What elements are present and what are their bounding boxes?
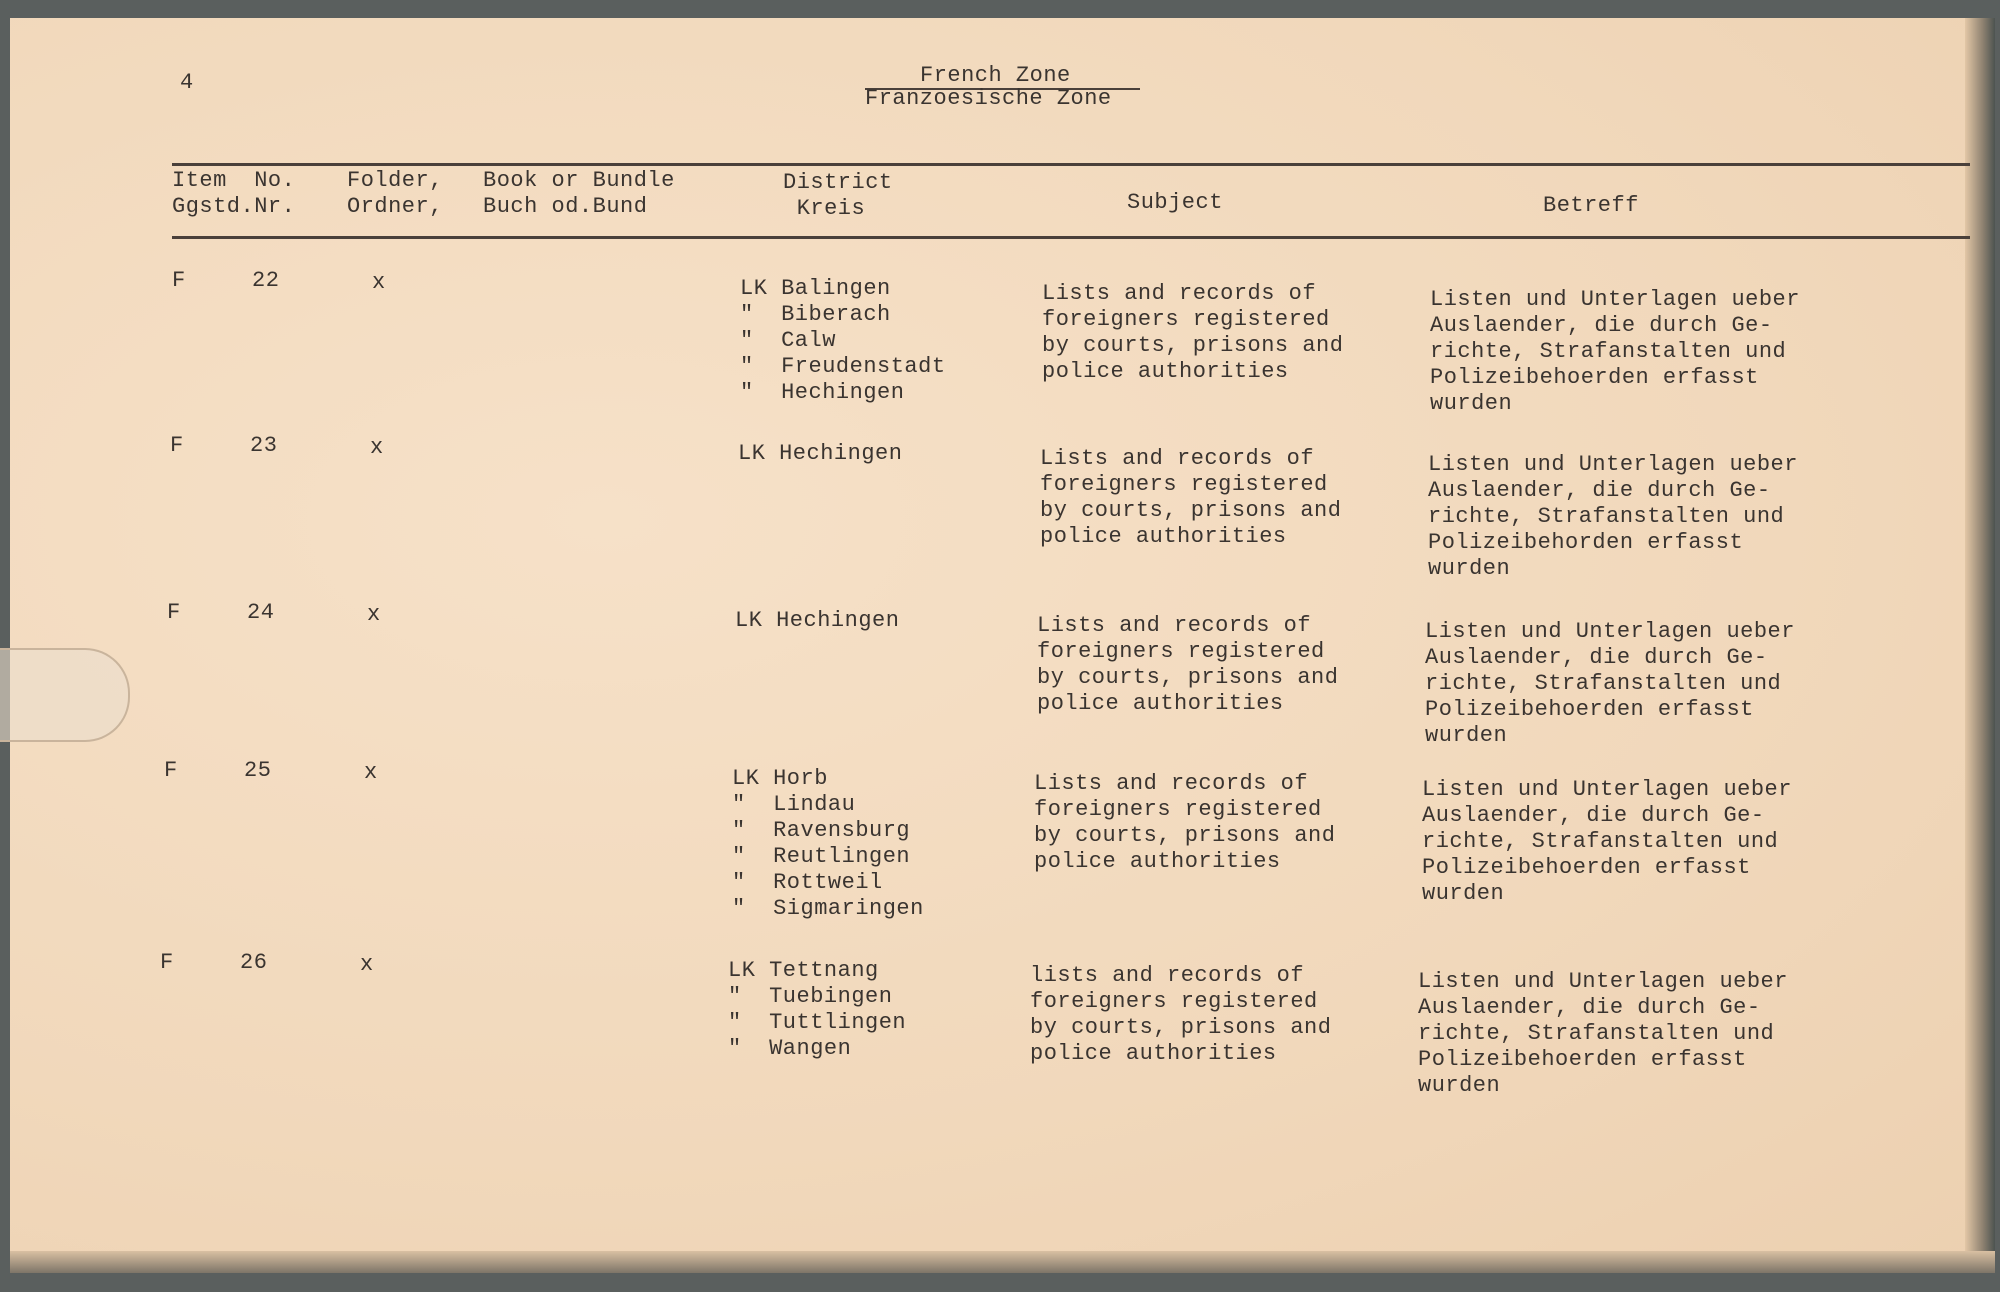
item-code: F (164, 758, 178, 783)
subject-text-line: police authorities (1042, 359, 1289, 384)
subject-text-line: Lists and records of (1040, 446, 1315, 471)
betreff-text-line: Auslaender, die durch Ge- (1430, 313, 1773, 338)
subject-text-line: foreigners registered (1042, 307, 1330, 332)
subject-text-line: foreigners registered (1037, 639, 1325, 664)
subject-text (1034, 771, 1335, 875)
betreff-text-line: wurden (1430, 391, 1513, 416)
subject-text (1030, 963, 1331, 1067)
subject-text-line: foreigners registered (1034, 797, 1322, 822)
district-list-line: LK Balingen (740, 276, 891, 301)
district-list-line: LK Horb (732, 766, 828, 791)
subject-text-line: lists and records of (1030, 963, 1305, 988)
betreff-text-line: Polizeibehoerden erfasst (1418, 1047, 1747, 1072)
header-bottom-rule (172, 236, 1970, 239)
title-english: French Zone (920, 63, 1071, 88)
betreff-text (1428, 452, 1798, 582)
district-list-line: LK Hechingen (735, 608, 900, 633)
title-german: Franzoesische Zone (865, 86, 1112, 111)
district-list-line: " Tuebingen (728, 984, 893, 1009)
subject-text-line: foreigners registered (1040, 472, 1328, 497)
district-list-line: " Calw (740, 328, 836, 353)
page-tab-marker (0, 648, 130, 742)
subject-text-line: by courts, prisons and (1042, 333, 1344, 358)
subject-text-line: Lists and records of (1042, 281, 1317, 306)
district-list-line: " Biberach (740, 302, 891, 327)
header-book: Book or Bundle Buch od.Bund (483, 168, 675, 219)
subject-text-line: Lists and records of (1037, 613, 1312, 638)
subject-text-line: Lists and records of (1034, 771, 1309, 796)
betreff-text-line: Auslaender, die durch Ge- (1428, 478, 1771, 503)
betreff-text-line: Auslaender, die durch Ge- (1422, 803, 1765, 828)
betreff-text (1422, 777, 1792, 907)
betreff-text-line: richte, Strafanstalten und (1430, 339, 1787, 364)
item-code: F (170, 433, 184, 458)
betreff-text-line: richte, Strafanstalten und (1418, 1021, 1775, 1046)
subject-text (1042, 281, 1343, 385)
betreff-text-line: Listen und Unterlagen ueber (1430, 287, 1800, 312)
district-list-line: LK Hechingen (738, 441, 903, 466)
subject-text-line: police authorities (1037, 691, 1284, 716)
district-list (735, 608, 899, 634)
item-code: F (167, 600, 181, 625)
folder-mark: x (360, 952, 374, 977)
betreff-text-line: richte, Strafanstalten und (1428, 504, 1785, 529)
betreff-text-line: Polizeibehorden erfasst (1428, 530, 1744, 555)
item-number: 26 (240, 950, 268, 975)
district-list (732, 766, 924, 922)
subject-text-line: police authorities (1040, 524, 1287, 549)
betreff-text-line: Listen und Unterlagen ueber (1425, 619, 1795, 644)
item-number: 22 (252, 268, 280, 293)
betreff-text (1430, 287, 1800, 417)
subject-text-line: by courts, prisons and (1037, 665, 1339, 690)
subject-text-line: by courts, prisons and (1040, 498, 1342, 523)
header-item-no: Item No. Ggstd.Nr. (172, 168, 296, 219)
header-subject: Subject (1127, 190, 1223, 215)
district-list (728, 958, 906, 1062)
betreff-text-line: richte, Strafanstalten und (1425, 671, 1782, 696)
district-list-line: " Rottweil (732, 870, 883, 895)
betreff-text-line: wurden (1428, 556, 1511, 581)
folder-mark: x (364, 760, 378, 785)
district-list-line: " Ravensburg (732, 818, 911, 843)
district-list-line: LK Tettnang (728, 958, 879, 983)
page-number: 4 (180, 70, 194, 95)
betreff-text-line: richte, Strafanstalten und (1422, 829, 1779, 854)
header-top-rule (172, 163, 1970, 166)
subject-text-line: police authorities (1030, 1041, 1277, 1066)
betreff-text-line: Polizeibehoerden erfasst (1422, 855, 1751, 880)
betreff-text-line: Listen und Unterlagen ueber (1422, 777, 1792, 802)
district-list-line: " Sigmaringen (732, 896, 924, 921)
betreff-text-line: Auslaender, die durch Ge- (1418, 995, 1761, 1020)
subject-text-line: foreigners registered (1030, 989, 1318, 1014)
item-number: 25 (244, 758, 272, 783)
district-list-line: " Reutlingen (732, 844, 911, 869)
betreff-text-line: Polizeibehoerden erfasst (1430, 365, 1759, 390)
page-edge (1965, 18, 1995, 1273)
district-list-line: " Tuttlingen (728, 1010, 907, 1035)
subject-text (1037, 613, 1338, 717)
betreff-text-line: wurden (1418, 1073, 1501, 1098)
item-code: F (160, 950, 174, 975)
district-list-line: " Hechingen (740, 380, 905, 405)
subject-text (1040, 446, 1341, 550)
betreff-text-line: Auslaender, die durch Ge- (1425, 645, 1768, 670)
document-page (10, 18, 1995, 1273)
folder-mark: x (370, 435, 384, 460)
header-folder: Folder, Ordner, (347, 168, 443, 219)
district-list (738, 441, 902, 467)
item-number: 24 (247, 600, 275, 625)
folder-mark: x (372, 270, 386, 295)
district-list-line: " Lindau (732, 792, 856, 817)
district-list (740, 276, 946, 406)
header-district: District Kreis (783, 170, 893, 221)
item-number: 23 (250, 433, 278, 458)
subject-text-line: police authorities (1034, 849, 1281, 874)
item-code: F (172, 268, 186, 293)
page-edge-bottom (10, 1251, 1995, 1273)
subject-text-line: by courts, prisons and (1030, 1015, 1332, 1040)
district-list-line: " Wangen (728, 1036, 852, 1061)
folder-mark: x (367, 602, 381, 627)
betreff-text (1425, 619, 1795, 749)
betreff-text-line: wurden (1422, 881, 1505, 906)
subject-text-line: by courts, prisons and (1034, 823, 1336, 848)
header-betreff: Betreff (1543, 193, 1639, 218)
betreff-text-line: Listen und Unterlagen ueber (1428, 452, 1798, 477)
district-list-line: " Freudenstadt (740, 354, 946, 379)
betreff-text-line: Listen und Unterlagen ueber (1418, 969, 1788, 994)
betreff-text (1418, 969, 1788, 1099)
betreff-text-line: wurden (1425, 723, 1508, 748)
betreff-text-line: Polizeibehoerden erfasst (1425, 697, 1754, 722)
